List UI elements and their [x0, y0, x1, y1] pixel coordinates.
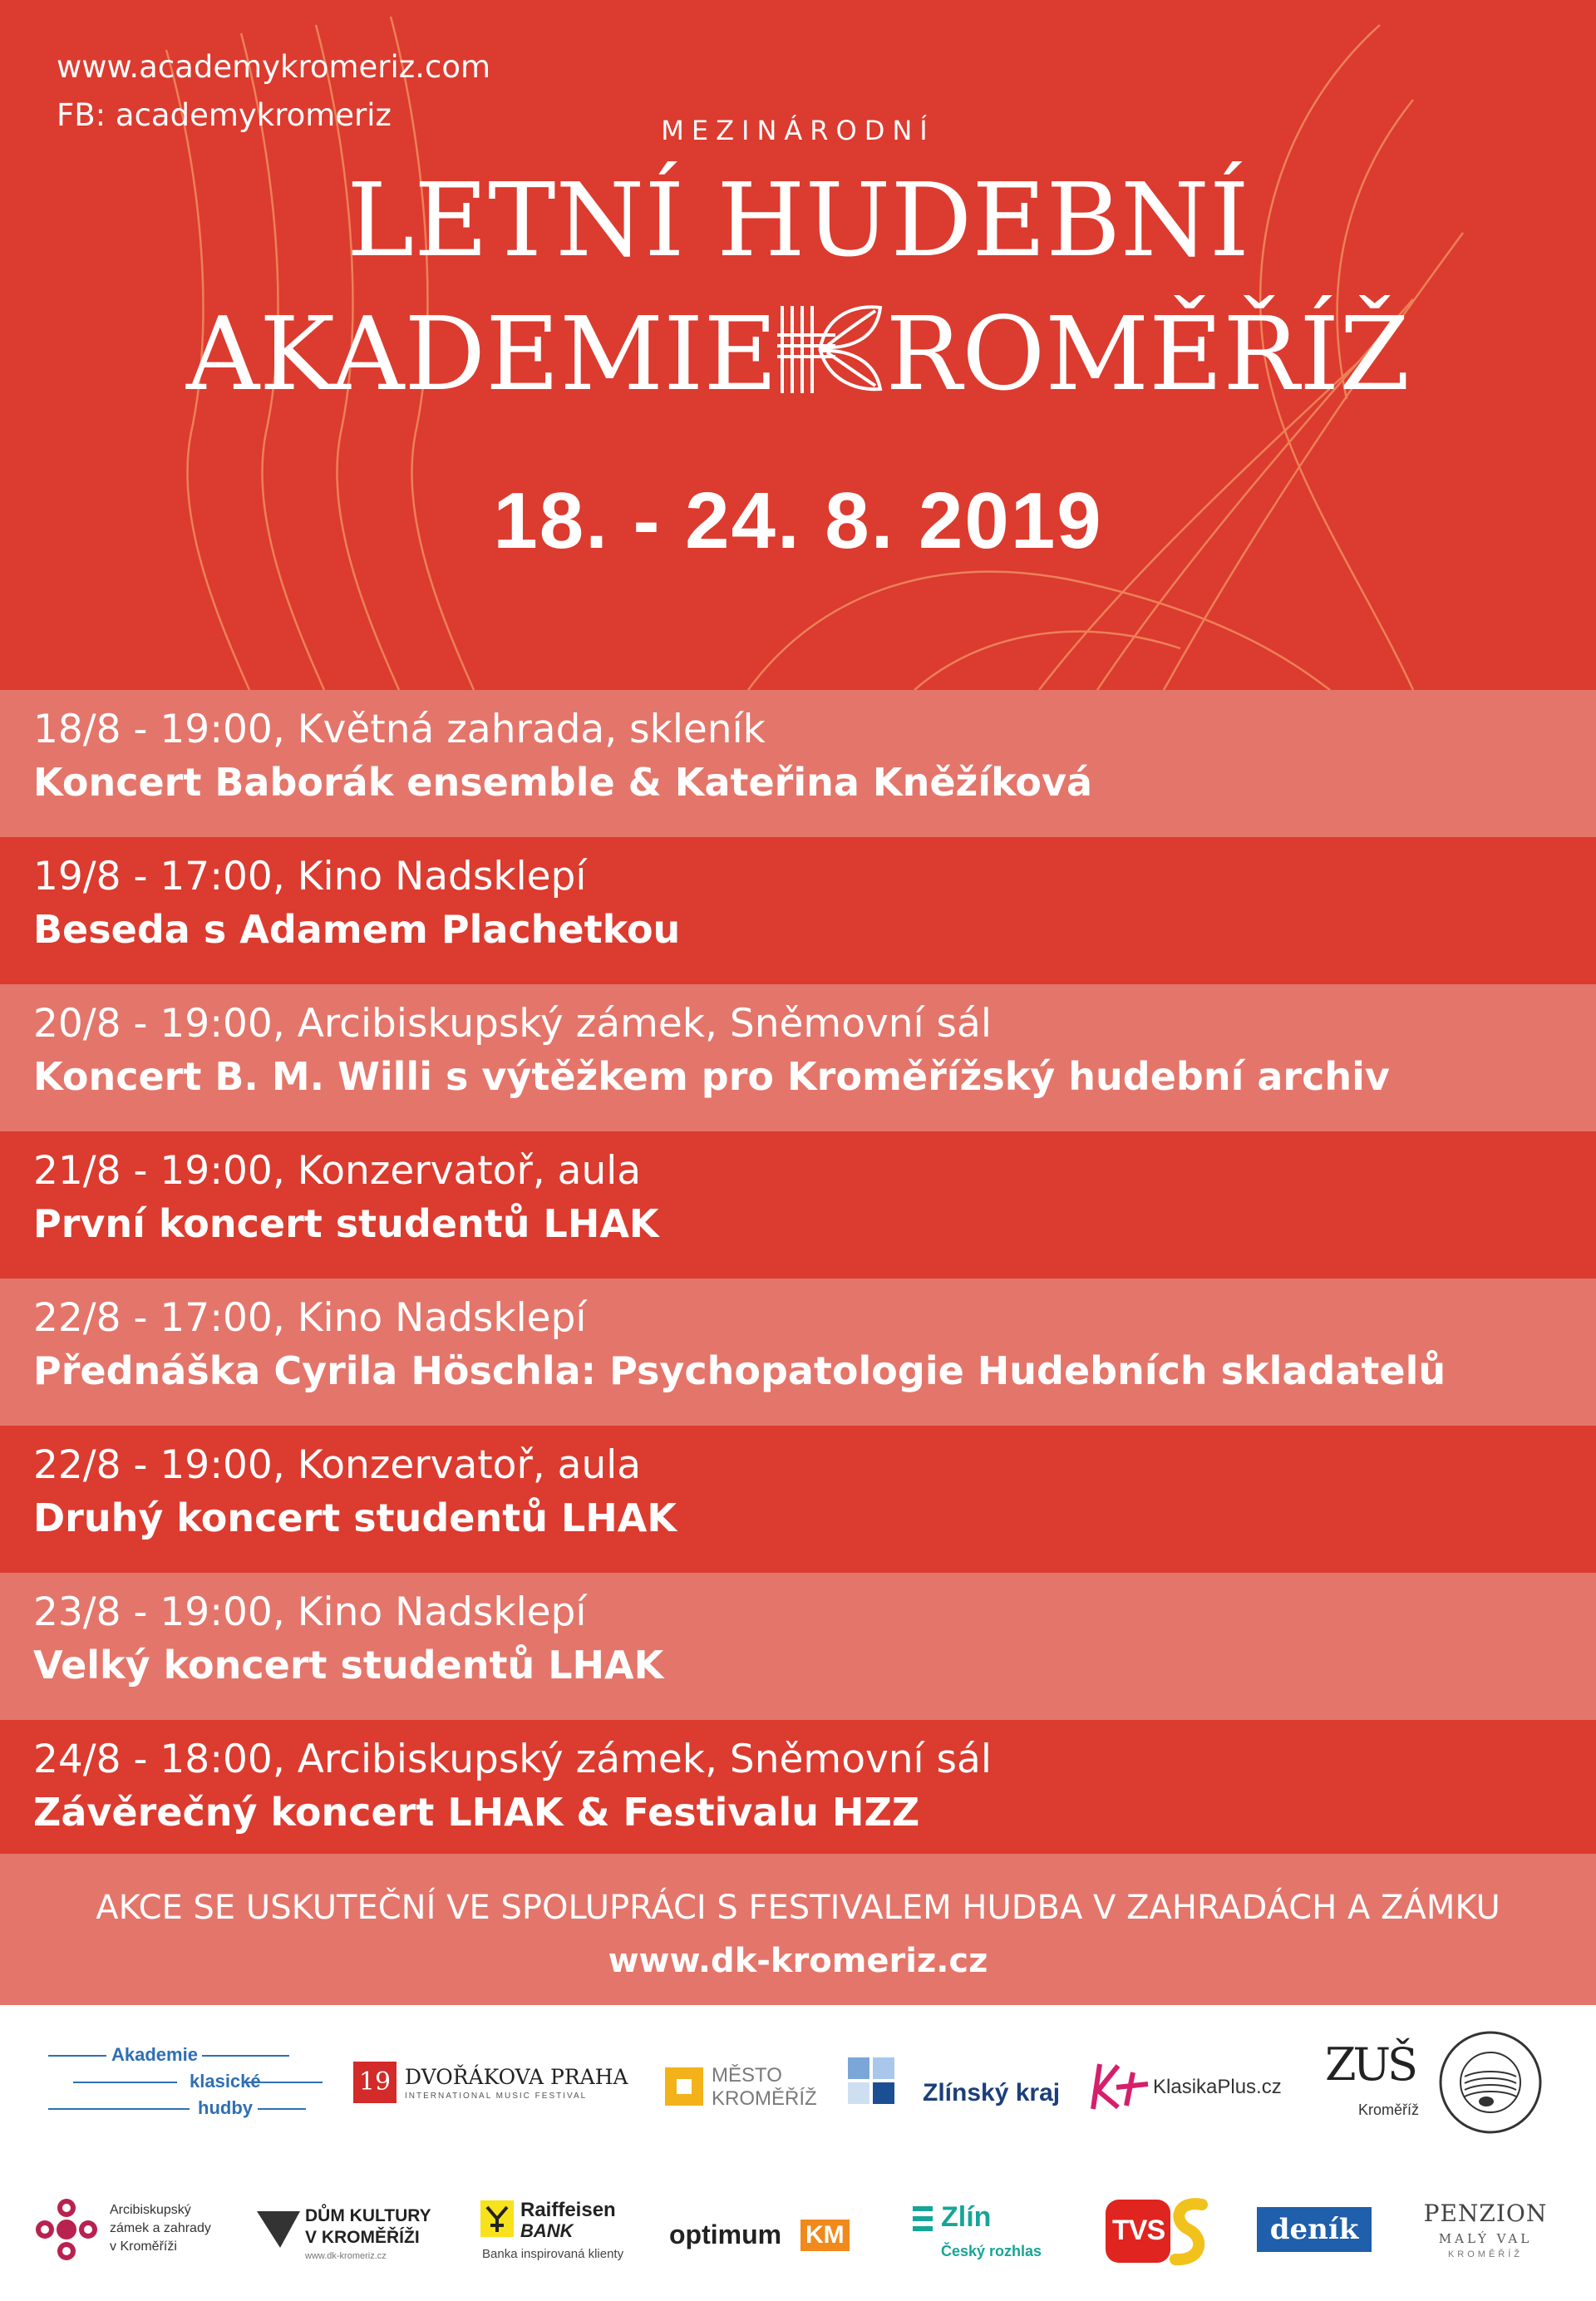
raiffeisen-tagline: Banka inspirovaná klienty	[482, 2247, 624, 2261]
title-line-2-right: ROMĚŘÍŽ	[885, 295, 1411, 413]
penzion-maly-val-logo	[1423, 2200, 1548, 2269]
website-link[interactable]: www.academykromeriz.com	[57, 49, 490, 85]
cooperation-note: AKCE SE USKUTEČNÍ VE SPOLUPRÁCI S FESTIVALEM HUDBA V ZAHRADÁCH A ZÁMKU	[96, 1889, 1500, 1927]
header	[0, 0, 1596, 690]
tvs-text: TVS	[1112, 2215, 1165, 2246]
optimum-word: optimum	[669, 2220, 782, 2249]
arcibiskupsky-line3: v Kroměříži	[110, 2239, 177, 2254]
zlinsky-kraj-logo	[848, 2057, 1061, 2116]
dum-kultury-line2: V KROMĚŘÍŽI	[305, 2228, 420, 2247]
klasikaplus-logo	[1085, 2057, 1301, 2116]
arcibiskupsky-line1: Arcibiskupský	[110, 2203, 191, 2217]
dvorakova-name: DVOŘÁKOVA PRAHA	[405, 2065, 628, 2089]
event-title: Druhý koncert studentů LHAK	[33, 1495, 677, 1540]
hudby-word: hudby	[198, 2097, 253, 2118]
dum-kultury-triangle-icon	[255, 2206, 302, 2253]
mesto-line2: KROMĚŘÍŽ	[712, 2087, 817, 2110]
arcibiskupsky-line2: zámek a zahrady	[110, 2221, 211, 2235]
title-line-1: LETNÍ HUDEBNÍ	[347, 161, 1249, 279]
event-title: Závěrečný koncert LHAK & Festivalu HZZ	[33, 1790, 920, 1835]
partner-url-link[interactable]: www.dk-kromeriz.cz	[608, 1942, 988, 1980]
zlinsky-kraj-name: Zlínský kraj	[923, 2079, 1061, 2106]
rozhlas-zlin: Zlín	[941, 2201, 992, 2233]
raiffeisen-badge-icon	[480, 2200, 514, 2237]
event-time-place: 24/8 - 18:00, Arcibiskupský zámek, Sněmovní sál	[33, 1737, 992, 1782]
penzion-line1: PENZION	[1423, 2200, 1548, 2227]
event-row	[0, 984, 1596, 1131]
raiffeisen-bank-logo	[480, 2199, 655, 2265]
penzion-line2: MALÝ VAL	[1438, 2231, 1533, 2246]
cesky-rozhlas-zlin-logo	[913, 2203, 1071, 2269]
facebook-link[interactable]: FB: academykromeriz	[57, 97, 392, 133]
optimum-badge: KM	[800, 2220, 850, 2251]
event-row	[0, 1426, 1596, 1573]
arcibiskupsky-zamek-logo	[33, 2193, 249, 2268]
event-title: Velký koncert studentů LHAK	[33, 1643, 664, 1688]
dvorakova-number-badge: 19	[353, 2062, 397, 2103]
event-time-place: 19/8 - 17:00, Kino Nadsklepí	[33, 854, 587, 899]
mesto-line1: MĚSTO	[712, 2064, 782, 2087]
optimum-km-logo	[669, 2218, 860, 2259]
akademie-word: Akademie	[111, 2044, 198, 2065]
klasicke-word: klasické	[190, 2071, 261, 2092]
dum-kultury-url: www.dk-kromeriz.cz	[305, 2251, 387, 2261]
event-row	[0, 1720, 1596, 1854]
event-time-place: 23/8 - 19:00, Kino Nadsklepí	[33, 1589, 587, 1635]
dvorakova-subtitle: INTERNATIONAL MUSIC FESTIVAL	[405, 2092, 588, 2101]
k-leaf-logo-icon	[777, 298, 885, 416]
title-line-2-left: AKADEMIE	[185, 295, 778, 413]
event-time-place: 22/8 - 19:00, Konzervatoř, aula	[33, 1442, 642, 1488]
event-time-place: 22/8 - 17:00, Kino Nadsklepí	[33, 1295, 587, 1341]
event-row	[0, 1573, 1596, 1720]
raiffeisen-line1: Raiffeisen	[520, 2199, 616, 2221]
event-time-place: 21/8 - 19:00, Konzervatoř, aula	[33, 1148, 642, 1194]
event-row	[0, 837, 1596, 984]
denik-logo	[1257, 2207, 1372, 2252]
event-row	[0, 690, 1596, 837]
tvs-s-icon	[1169, 2196, 1210, 2268]
event-title: Koncert Baborák ensemble & Kateřina Kněžíková	[33, 760, 1093, 805]
mesto-square-icon	[665, 2067, 703, 2106]
zus-kromeriz-logo	[1322, 2038, 1430, 2130]
cooperation-band	[0, 1854, 1596, 2005]
event-row	[0, 1279, 1596, 1426]
dum-kultury-line1: DŮM KULTURY	[305, 2206, 431, 2225]
event-title: První koncert studentů LHAK	[33, 1201, 659, 1246]
event-title: Přednáška Cyrila Höschla: Psychopatologie Hudebních skladatelů	[33, 1348, 1446, 1393]
event-title: Koncert B. M. Willi s výtěžkem pro Kroměřížský hudební archiv	[33, 1054, 1390, 1099]
dum-kultury-logo	[254, 2203, 431, 2269]
tvs-logo	[1106, 2196, 1207, 2268]
klasikaplus-name: KlasikaPlus.cz	[1153, 2076, 1282, 2098]
title-line-2	[0, 295, 1596, 416]
arcibiskupsky-flower-icon	[33, 2196, 100, 2263]
event-title: Beseda s Adamem Plachetkou	[33, 907, 681, 952]
event-time-place: 18/8 - 19:00, Květná zahrada, skleník	[33, 707, 766, 752]
konzervator-seal-icon	[1436, 2028, 1544, 2136]
akademie-klasicke-hudby-logo	[40, 2041, 331, 2124]
event-row	[0, 1131, 1596, 1279]
festival-dates: 18. - 24. 8. 2019	[493, 476, 1103, 565]
zus-mark: ZUŠ	[1325, 2038, 1416, 2091]
konzervator-seal-logo	[1436, 2028, 1544, 2136]
rozhlas-name: Český rozhlas	[941, 2243, 1042, 2259]
mesto-kromeriz-logo	[665, 2057, 823, 2116]
zus-city: Kroměříž	[1358, 2101, 1420, 2118]
event-time-place: 20/8 - 19:00, Arcibiskupský zámek, Sněmovní sál	[33, 1001, 992, 1047]
penzion-line3: KROMĚŘÍŽ	[1447, 2249, 1524, 2259]
dvorakova-praha-logo	[353, 2060, 628, 2110]
denik-text: deník	[1257, 2207, 1372, 2252]
title-kicker: MEZINÁRODNÍ	[661, 115, 935, 146]
klasikaplus-mark-icon	[1085, 2057, 1151, 2116]
raiffeisen-line2: BANK	[520, 2220, 574, 2241]
